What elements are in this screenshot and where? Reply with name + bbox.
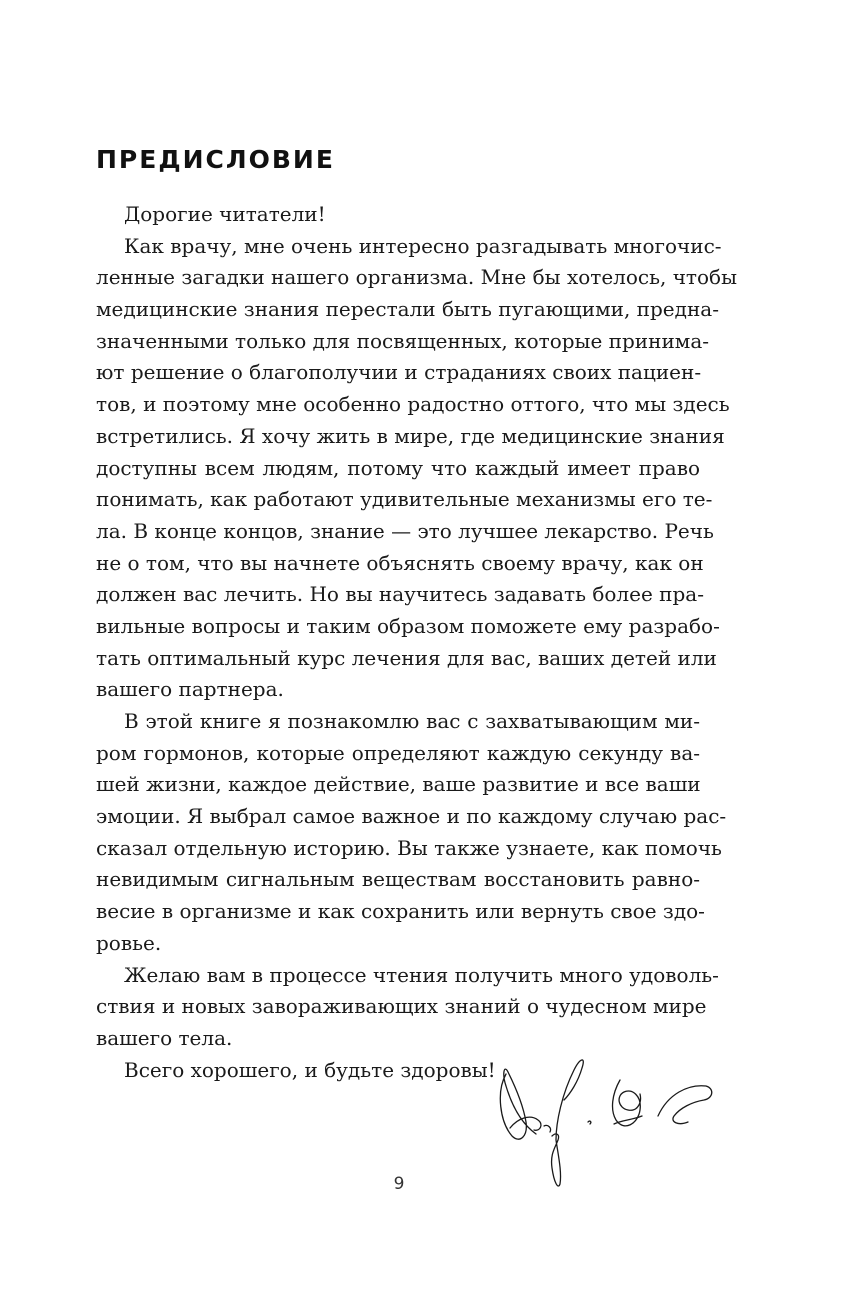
text-line: сказал отдельную историю. Вы также узнаете, как помочь [96,835,722,860]
text-line: эмоции. Я выбрал самое важное и по каждому случаю рас- [96,804,727,829]
text-line: ла. В конце концов, знание — это лучшее лекарство. Речь [96,518,714,543]
text-line: В этой книге я познакомлю вас с захватывающим ми- [124,709,700,733]
text-line: значенными только для посвященных, которые принима- [96,328,710,353]
text-line: вашего тела. [96,1025,233,1050]
text-line: ром гормонов, которые определяют каждую секунду ва- [96,740,700,765]
text-line: Дорогие читатели! [124,202,326,226]
text-line: ленные загадки нашего организма. Мне бы хотелось, чтобы [96,265,737,290]
text-line: доступны всем людям, потому что каждый имеет право [96,455,700,480]
text-line: понимать, как работают удивительные механизмы его те- [96,487,713,512]
text-line: вашего партнера. [96,677,284,702]
text-line: невидимым сигнальным веществам восстановить равно- [96,867,700,892]
text-line: шей жизни, каждое действие, ваше развитие и все ваши [96,772,701,797]
text-line: Желаю вам в процессе чтения получить много удоволь- [124,962,719,987]
author-signature [492,1044,717,1194]
text-line: тать оптимальный курс лечения для вас, ваших детей или [96,645,717,670]
text-line: тов, и поэтому мне особенно радостно оттого, что мы здесь [96,392,730,417]
text-line: Как врачу, мне очень интересно разгадывать многочис- [124,233,722,258]
text-line: Всего хорошего, и будьте здоровы! [124,1057,496,1082]
text-line: ровье. [96,930,162,955]
text-line: ствия и новых завораживающих знаний о чудесном мире [96,994,707,1019]
text-line: ют решение о благополучии и страданиях своих пациен- [96,360,702,385]
text-line: должен вас лечить. Но вы научитесь задавать более пра- [96,582,704,607]
text-line: весие в организме и как сохранить или вернуть свое здо- [96,899,705,924]
text-line: встретились. Я хочу жить в мире, где медицинские знания [96,423,725,448]
chapter-heading: ПРЕДИСЛОВИЕ [96,145,335,174]
text-line: не о том, что вы начнете объяснять своему врачу, как он [96,550,704,575]
body-text [96,199,737,1086]
page-number: 9 [393,1174,405,1194]
text-line: вильные вопросы и таким образом поможете ему разрабо- [96,613,720,638]
text-line: медицинские знания перестали быть пугающими, предна- [96,297,719,322]
